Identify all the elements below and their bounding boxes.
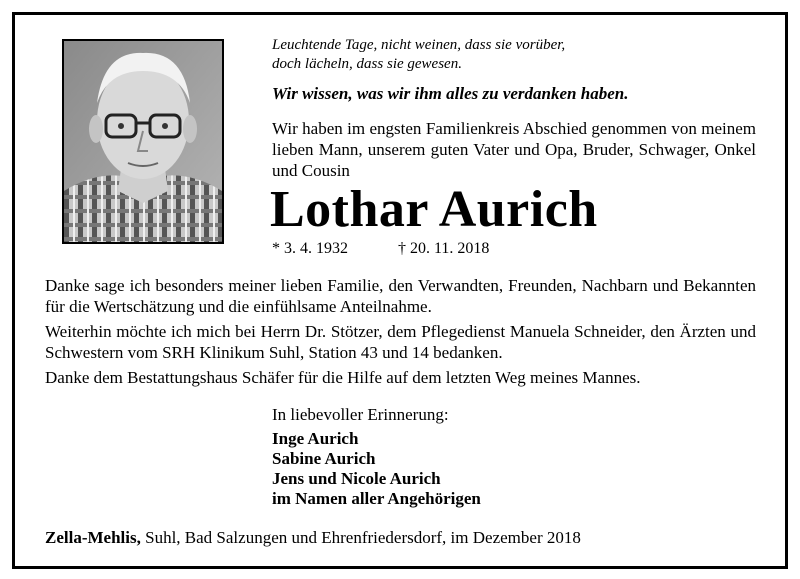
footer-rest: Suhl, Bad Salzungen und Ehrenfriedersdorf, im Dezember 2018 <box>140 528 581 547</box>
birth-date: * 3. 4. 1932 <box>272 240 348 257</box>
quote-line-2: doch lächeln, dass sie gewesen. <box>272 56 462 72</box>
portrait-photo <box>62 39 224 244</box>
footer-place: Zella-Mehlis, <box>45 528 141 547</box>
quote-line-1: Leuchtende Tage, nicht weinen, dass sie vorüber, <box>272 37 566 53</box>
thanks-body <box>45 275 756 392</box>
thanks-paragraph-3: Danke dem Bestattungshaus Schäfer für die Hilfe auf dem letzten Weg meines Mannes. <box>45 368 641 387</box>
place-date-footer <box>45 528 581 548</box>
deceased-name: Lothar Aurich <box>270 181 598 238</box>
life-dates <box>272 240 489 258</box>
intro-paragraph: Wir haben im engsten Familienkreis Abschied genommen von meinem lieben Mann, unserem guten Vater und Opa, Bruder, Schwager, Onkel und Cousin <box>272 119 756 180</box>
signers-list <box>272 429 481 509</box>
death-date: † 20. 11. 2018 <box>398 240 490 257</box>
memorial-quote <box>272 36 752 74</box>
thanks-paragraph-2: Weiterhin möchte ich mich bei Herrn Dr. Stötzer, dem Pflegedienst Manuela Schneider, den Ärzten und Schwestern vom SRH Klinikum Suhl, Station 43 und 14 bedanken. <box>45 322 756 362</box>
gratitude-heading: Wir wissen, was wir ihm alles zu verdanken haben. <box>272 84 629 103</box>
thanks-paragraph-1: Danke sage ich besonders meiner lieben Familie, den Verwandten, Freunden, Nachbarn und Bekannten für die Wertschätzung und die einfühlsame Anteilnahme. <box>45 276 756 316</box>
signer-4: im Namen aller Angehörigen <box>272 489 481 508</box>
signer-3: Jens und Nicole Aurich <box>272 469 441 488</box>
signer-2: Sabine Aurich <box>272 449 376 468</box>
signer-1: Inge Aurich <box>272 429 359 448</box>
memory-label: In liebevoller Erinnerung: <box>272 405 449 424</box>
